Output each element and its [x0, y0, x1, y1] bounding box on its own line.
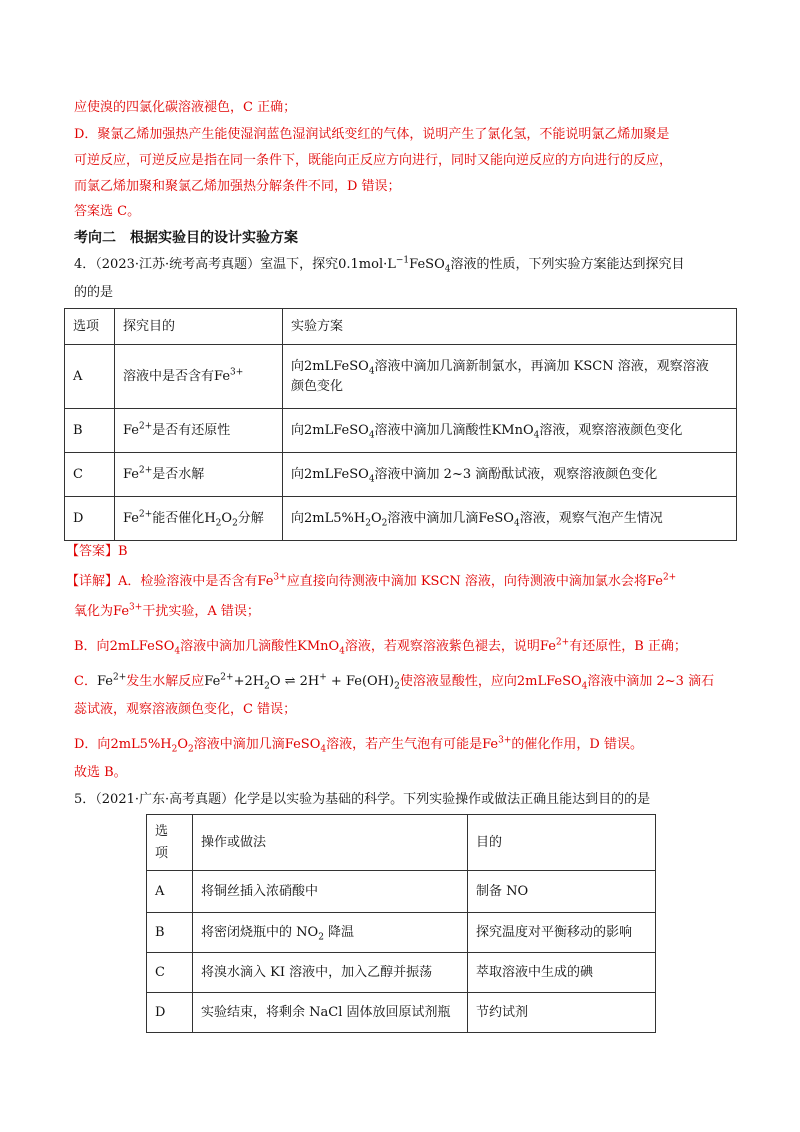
q4-row-b-plan-sub: 4 — [368, 430, 375, 441]
q4-row-b-purpose — [115, 409, 283, 453]
q4-detail-a-ion-2-charge: 2+ — [662, 572, 677, 583]
q4-row-d-plan-sub: 2 — [365, 518, 371, 529]
q4-detail-b-kmno4-sub: 4 — [339, 646, 345, 657]
q5-row-d-operation — [193, 993, 468, 1033]
prev-answer-conclusion: 答案选 C。 — [74, 204, 141, 219]
table-row — [147, 993, 656, 1033]
prev-answer-line-2: D．聚氯乙烯加强热产生能使湿润蓝色湿润试纸变红的气体，说明产生了氯化氢，不能说明氯乙烯加聚是 — [74, 127, 670, 142]
q4-detail-d-ion: Fe — [482, 737, 499, 752]
q4-eq-h2o-sub: 2 — [264, 681, 270, 692]
q4-detail-c-formula: 2mLFeSO — [516, 674, 582, 689]
q4-detail-a-text-2: 应直接向待测液中滴加 KSCN 溶液，向待测液中滴加氯水会将 — [286, 574, 647, 589]
q4-row-c-plan-post: 溶液中滴加 2~3 滴酚酞试液，观察溶液颜色变化 — [374, 466, 658, 482]
table-row — [65, 497, 737, 541]
q5-table — [146, 814, 656, 1033]
q4-detail-a-ion-2: Fe — [646, 574, 663, 589]
q4-detail-c-text-4: 溶液中滴加 2~3 滴石 — [587, 674, 715, 689]
q5-row-c-operation — [193, 953, 468, 993]
q4-stem-concentration: 0.1mol·L — [338, 257, 396, 272]
q4-row-d-plan-pre: 向 — [291, 510, 305, 526]
q4-stem-formula: FeSO — [409, 257, 445, 272]
table-row — [147, 871, 656, 913]
q4-answer: 【答案】B — [66, 544, 128, 559]
q4-row-b-plan-pre: 向 — [291, 422, 305, 438]
q4-detail-c-equation — [204, 672, 400, 692]
q4-row-a-purpose-text: 溶液中是否含有 — [123, 368, 215, 384]
q4-row-d-h2o2-h: H — [204, 510, 216, 526]
q5-row-b-operation-sub: 2 — [318, 932, 324, 943]
q4-detail-a-ion: Fe — [257, 574, 274, 589]
q5-row-d-goal: 节约试剂 — [468, 993, 656, 1033]
q4-detail-b-formula: 2mLFeSO — [109, 639, 175, 654]
q4-eq-fe: Fe — [204, 674, 221, 689]
q5-row-b-option: B — [147, 913, 193, 953]
q4-detail-d-ion-charge: 3+ — [498, 735, 512, 746]
q5-row-c-goal: 萃取溶液中生成的碘 — [468, 953, 656, 993]
q5-row-d-operation-text-2: 固体放回原试剂瓶 — [342, 1004, 451, 1020]
q4-row-d-plan-o: O — [370, 510, 382, 526]
table-row — [65, 345, 737, 409]
q4-detail-a-text-4: 干扰实验，A 错误； — [142, 604, 260, 619]
q4-row-d-plan-post: 溶液中滴加几滴 — [387, 510, 479, 526]
q4-detail-a-text-3: 氧化为 — [74, 604, 114, 619]
q4-row-c-plan — [283, 453, 737, 497]
q4-detail-c-line-2: 蕊试液，观察溶液颜色变化，C 错误； — [74, 702, 297, 717]
q4-eq-feoh: + Fe(OH) — [326, 674, 395, 689]
q4-detail-a-ion-3-charge: 3+ — [129, 602, 143, 613]
q4-detail-b-text-1: B．向 — [74, 639, 110, 654]
q4-detail-d — [74, 735, 643, 755]
q4-row-d-plan — [283, 497, 737, 541]
q4-row-a-plan-line-2: 颜色变化 — [291, 378, 344, 394]
q4-detail-d-feso4-sub: 4 — [320, 744, 327, 755]
q4-row-d-ion-charge: 2+ — [139, 509, 153, 520]
q4-row-b-option: B — [65, 409, 115, 453]
q4-row-d-option: D — [65, 497, 115, 541]
q4-detail-d-o: O — [177, 737, 189, 752]
q4-header-option: 选项 — [65, 309, 115, 345]
q5-row-d-option: D — [147, 993, 193, 1033]
prev-answer-line-1: 应使溴的四氯化碳溶液褪色，C 正确； — [74, 100, 297, 115]
q5-row-c-operation-text: 将溴水滴入 — [201, 964, 271, 980]
q4-row-d-ion: Fe — [123, 510, 140, 526]
q4-detail-b-kmno4: KMnO — [297, 639, 340, 654]
q4-detail-c-formula-sub: 4 — [581, 681, 588, 692]
q5-row-b-operation-text: 将密闭烧瓶中的 — [201, 924, 297, 940]
q4-row-c-plan-formula: 2mLFeSO — [304, 466, 369, 482]
q5-row-a-goal-text: 制备 — [476, 883, 507, 899]
q4-detail-c-ion: Fe — [96, 674, 113, 689]
q4-row-a-ion-charge: 3+ — [230, 367, 244, 378]
q4-detail-c-ion-charge: 2+ — [112, 672, 127, 683]
q5-row-a-goal — [468, 871, 656, 913]
q5-row-a-operation: 将铜丝插入浓硝酸中 — [193, 871, 468, 913]
q5-row-c-operation-formula: KI — [270, 964, 285, 980]
q4-eq-feoh-sub: 2 — [394, 681, 400, 692]
q4-eq-h2o: +2H — [233, 674, 265, 689]
q4-row-c-ion: Fe — [123, 466, 140, 482]
q5-row-c-operation-text-2: 溶液中，加入乙醇并振荡 — [285, 964, 433, 980]
q4-conclusion: 故选 B。 — [74, 765, 127, 780]
q4-row-d-plan-feso4-sub: 4 — [513, 518, 520, 529]
q4-stem-subscript: 4 — [444, 264, 451, 275]
q4-detail-b — [74, 637, 687, 657]
q4-detail-b-formula-sub: 4 — [174, 646, 181, 657]
table-row — [65, 453, 737, 497]
q4-detail-d-sub1: 2 — [171, 744, 178, 755]
q4-detail-b-ion-charge: 2+ — [555, 637, 570, 648]
q4-row-d-h2o2-sub1: 2 — [215, 518, 222, 529]
q5-row-a-goal-formula: NO — [506, 883, 529, 899]
q4-stem-text: 4．（2023·江苏·统考高考真题）室温下，探究 — [74, 257, 339, 272]
q4-detail-d-sub2: 2 — [188, 744, 194, 755]
q4-eq-fe-charge: 2+ — [220, 672, 234, 683]
q4-row-d-plan-feso4: FeSO — [478, 510, 514, 526]
q5-row-d-operation-formula: NaCl — [309, 1004, 343, 1020]
q5-row-a-option: A — [147, 871, 193, 913]
q4-detail-c-text-2: 发生水解反应 — [126, 674, 205, 689]
q4-row-a-ion: Fe — [214, 368, 231, 384]
q4-detail-b-ion: Fe — [539, 639, 556, 654]
table-row — [65, 409, 737, 453]
q4-table-header — [65, 309, 737, 345]
q4-row-c-plan-sub: 4 — [368, 474, 375, 485]
q4-detail-c-text-3: 使溶液显酸性，应向 — [399, 674, 517, 689]
q4-row-a-plan-sub: 4 — [368, 366, 375, 377]
q5-row-d-operation-text: 实验结束，将剩余 — [201, 1004, 310, 1020]
q4-row-c-ion-charge: 2+ — [139, 465, 153, 476]
q4-row-d-plan-sub2: 2 — [381, 518, 388, 529]
q4-row-b-purpose-text: 是否有还原性 — [152, 422, 231, 438]
q5-row-b-operation — [193, 913, 468, 953]
q4-detail-label: 【详解】 — [66, 574, 119, 589]
q4-detail-c-line-1 — [74, 672, 714, 692]
q5-table-header — [147, 815, 656, 871]
q4-row-b-plan — [283, 409, 737, 453]
q4-detail-d-text-3: 溶液，若产生气泡有可能是 — [326, 737, 483, 752]
q4-row-b-plan-kmno4: KMnO — [491, 422, 534, 438]
q5-row-b-operation-formula: NO — [296, 924, 319, 940]
q5-header-operation: 操作或做法 — [193, 815, 468, 871]
q4-row-c-purpose-text: 是否水解 — [152, 466, 205, 482]
q4-eq-arrow-h: O ⇌ 2H — [269, 674, 320, 689]
q4-row-a-plan — [283, 345, 737, 409]
q4-row-b-ion: Fe — [123, 422, 140, 438]
q4-detail-d-formula: 2mL5%H — [110, 737, 172, 752]
q4-row-a-option: A — [65, 345, 115, 409]
prev-answer-line-3: 可逆反应，可逆反应是指在同一条件下，既能向正反应方向进行，同时又能向逆反应的方向进行的反应， — [74, 153, 673, 168]
q4-row-b-plan-formula: 2mLFeSO — [304, 422, 369, 438]
q4-row-d-purpose-text: 能否催化 — [152, 510, 205, 526]
q5-header-option-text: 选项 — [155, 823, 169, 861]
q4-stem-line-2: 的的是 — [74, 285, 114, 300]
q4-row-b-plan-post-2: 溶液，观察溶液颜色变化 — [539, 422, 683, 438]
q4-row-c-plan-pre: 向 — [291, 466, 305, 482]
q4-detail-d-text-4: 的催化作用，D 错误。 — [511, 737, 643, 752]
q4-row-b-plan-post: 溶液中滴加几滴酸性 — [374, 422, 492, 438]
q4-detail-d-text-1: D．向 — [74, 737, 111, 752]
q5-header-goal: 目的 — [468, 815, 656, 871]
q4-row-c-option: C — [65, 453, 115, 497]
q5-header-option — [147, 815, 193, 871]
q4-detail-a-line-2 — [74, 602, 260, 622]
q4-stem-line-1 — [74, 255, 685, 275]
q4-header-purpose: 探究目的 — [115, 309, 283, 345]
q5-row-b-goal: 探究温度对平衡移动的影响 — [468, 913, 656, 953]
q4-row-d-purpose — [115, 497, 283, 541]
q4-stem-text-2: 溶液的性质，下列实验方案能达到探究目 — [450, 257, 685, 272]
q4-row-a-plan-formula: 2mLFeSO — [304, 358, 369, 374]
q4-detail-a-text-1: A．检验溶液中是否含有 — [118, 574, 258, 589]
q4-table — [64, 308, 737, 541]
q5-stem: 5．（2021·广东·高考真题）化学是以实验为基础的科学。下列实验操作或做法正确且能达到目的的是 — [74, 792, 651, 807]
q4-detail-a-line-1 — [66, 572, 676, 592]
q4-row-d-h2o2-o: O — [221, 510, 233, 526]
q5-row-b-operation-text-2: 降温 — [323, 924, 355, 940]
q4-detail-b-text-2: 溶液中滴加几滴酸性 — [180, 639, 298, 654]
q4-row-d-purpose-text-2: 分解 — [237, 510, 264, 526]
q4-row-b-plan-kmno4-sub: 4 — [533, 430, 540, 441]
prev-answer-line-4: 而氯乙烯加聚和聚氯乙烯加强热分解条件不同，D 错误； — [74, 179, 401, 194]
q4-detail-d-feso4: FeSO — [284, 737, 321, 752]
q5-row-c-option: C — [147, 953, 193, 993]
q4-row-c-purpose — [115, 453, 283, 497]
q4-row-b-ion-charge: 2+ — [139, 421, 153, 432]
q4-eq-h-charge: + — [319, 672, 327, 683]
q4-row-a-plan-pre: 向 — [291, 358, 305, 374]
q4-detail-a-ion-3: Fe — [113, 604, 130, 619]
table-row — [147, 913, 656, 953]
q4-header-plan: 实验方案 — [283, 309, 737, 345]
q4-row-d-plan-formula: 2mL5%H — [304, 510, 366, 526]
section-heading: 考向二 根据实验目的设计实验方案 — [74, 230, 298, 246]
q4-detail-b-text-3: 溶液，若观察溶液紫色褪去，说明 — [344, 639, 540, 654]
q4-detail-a-ion-charge: 3+ — [273, 572, 287, 583]
q4-row-a-plan-post: 溶液中滴加几滴新制氯水，再滴加 KSCN 溶液，观察溶液 — [374, 358, 709, 374]
q4-detail-b-text-4: 有还原性，B 正确； — [569, 639, 687, 654]
q4-row-d-plan-post-2: 溶液，观察气泡产生情况 — [519, 510, 663, 526]
q4-detail-d-text-2: 溶液中滴加几滴 — [193, 737, 285, 752]
q4-row-a-plan-line-1 — [291, 357, 728, 377]
table-row — [147, 953, 656, 993]
q4-row-d-h2o2-sub2: 2 — [232, 518, 238, 529]
q4-row-a-purpose — [115, 345, 283, 409]
q4-detail-c-text-1: C． — [74, 674, 97, 689]
q4-stem-superscript: −1 — [395, 255, 410, 266]
